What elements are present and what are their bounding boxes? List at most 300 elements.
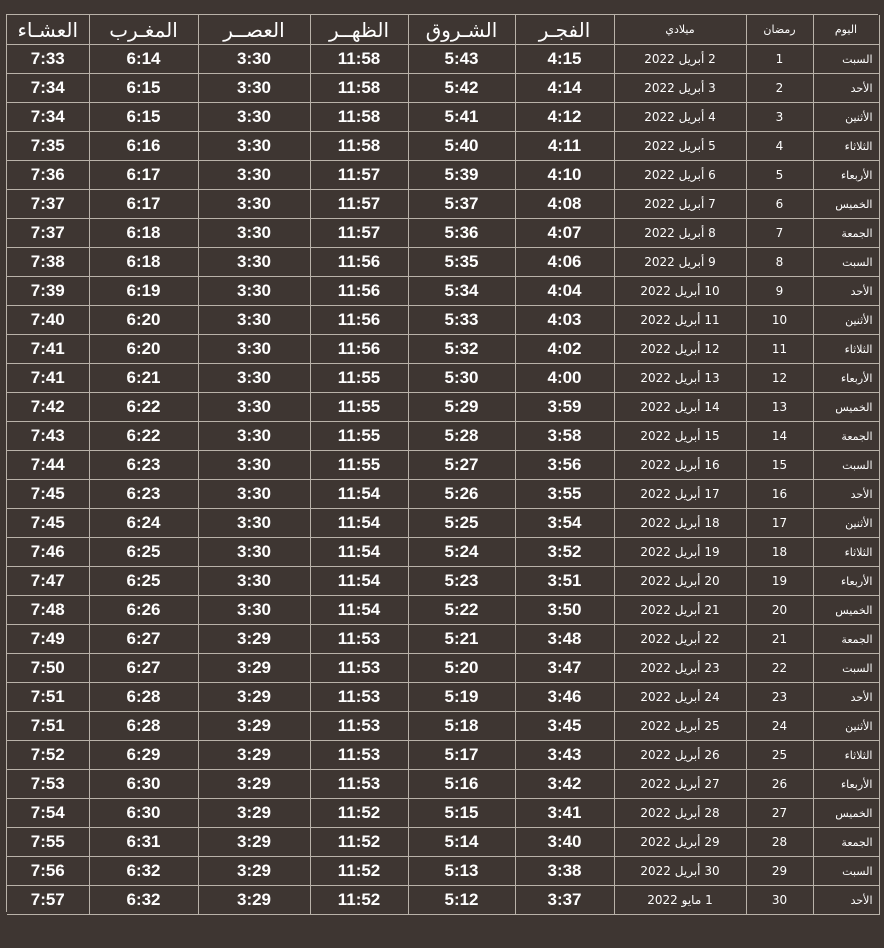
gregorian-date-cell: 24 أبريل 2022 (614, 683, 746, 712)
maghrib-time-cell: 6:28 (89, 683, 198, 712)
day-cell: الخميس (813, 190, 879, 219)
shuruq-time-cell: 5:39 (408, 161, 515, 190)
shuruq-time-cell: 5:30 (408, 364, 515, 393)
dhuhr-time-cell: 11:53 (310, 770, 408, 799)
gregorian-date-cell: 10 أبريل 2022 (614, 277, 746, 306)
day-cell: الثلاثاء (813, 538, 879, 567)
fajr-time-cell: 4:00 (515, 364, 614, 393)
table-row (7, 886, 879, 915)
day-cell: الثلاثاء (813, 741, 879, 770)
maghrib-time-cell: 6:32 (89, 857, 198, 886)
shuruq-time-cell: 5:15 (408, 799, 515, 828)
dhuhr-time-cell: 11:53 (310, 683, 408, 712)
table-row (7, 741, 879, 770)
isha-time-cell: 7:41 (7, 364, 89, 393)
asr-time-cell: 3:30 (198, 277, 310, 306)
dhuhr-time-cell: 11:57 (310, 161, 408, 190)
fajr-time-cell: 4:11 (515, 132, 614, 161)
header-fajr: الفجـر (515, 15, 614, 45)
shuruq-time-cell: 5:25 (408, 509, 515, 538)
maghrib-time-cell: 6:14 (89, 45, 198, 74)
table-row (7, 74, 879, 103)
header-asr: العصــر (198, 15, 310, 45)
maghrib-time-cell: 6:16 (89, 132, 198, 161)
shuruq-time-cell: 5:27 (408, 451, 515, 480)
maghrib-time-cell: 6:21 (89, 364, 198, 393)
maghrib-time-cell: 6:20 (89, 306, 198, 335)
table-row (7, 364, 879, 393)
day-cell: الأثنين (813, 509, 879, 538)
dhuhr-time-cell: 11:56 (310, 335, 408, 364)
isha-time-cell: 7:41 (7, 335, 89, 364)
gregorian-date-cell: 19 أبريل 2022 (614, 538, 746, 567)
table-row (7, 857, 879, 886)
shuruq-time-cell: 5:41 (408, 103, 515, 132)
maghrib-time-cell: 6:31 (89, 828, 198, 857)
ramadan-day-cell: 17 (746, 509, 813, 538)
shuruq-time-cell: 5:43 (408, 45, 515, 74)
ramadan-day-cell: 18 (746, 538, 813, 567)
table-row (7, 277, 879, 306)
fajr-time-cell: 3:52 (515, 538, 614, 567)
day-cell: الأثنين (813, 103, 879, 132)
gregorian-date-cell: 13 أبريل 2022 (614, 364, 746, 393)
table-row (7, 567, 879, 596)
shuruq-time-cell: 5:14 (408, 828, 515, 857)
dhuhr-time-cell: 11:58 (310, 74, 408, 103)
table-row (7, 770, 879, 799)
isha-time-cell: 7:45 (7, 509, 89, 538)
dhuhr-time-cell: 11:58 (310, 132, 408, 161)
day-cell: السبت (813, 654, 879, 683)
ramadan-day-cell: 1 (746, 45, 813, 74)
asr-time-cell: 3:30 (198, 509, 310, 538)
maghrib-time-cell: 6:25 (89, 567, 198, 596)
day-cell: الثلاثاء (813, 132, 879, 161)
table-row (7, 393, 879, 422)
header-dhuhr: الظهــر (310, 15, 408, 45)
table-row (7, 422, 879, 451)
table-row (7, 190, 879, 219)
ramadan-day-cell: 30 (746, 886, 813, 915)
ramadan-day-cell: 22 (746, 654, 813, 683)
isha-time-cell: 7:37 (7, 219, 89, 248)
dhuhr-time-cell: 11:52 (310, 857, 408, 886)
shuruq-time-cell: 5:29 (408, 393, 515, 422)
fajr-time-cell: 3:50 (515, 596, 614, 625)
table-row (7, 480, 879, 509)
asr-time-cell: 3:30 (198, 422, 310, 451)
ramadan-day-cell: 16 (746, 480, 813, 509)
ramadan-day-cell: 10 (746, 306, 813, 335)
gregorian-date-cell: 23 أبريل 2022 (614, 654, 746, 683)
isha-time-cell: 7:56 (7, 857, 89, 886)
table-row (7, 248, 879, 277)
isha-time-cell: 7:46 (7, 538, 89, 567)
ramadan-day-cell: 5 (746, 161, 813, 190)
fajr-time-cell: 3:55 (515, 480, 614, 509)
isha-time-cell: 7:55 (7, 828, 89, 857)
dhuhr-time-cell: 11:57 (310, 219, 408, 248)
gregorian-date-cell: 5 أبريل 2022 (614, 132, 746, 161)
isha-time-cell: 7:34 (7, 103, 89, 132)
fajr-time-cell: 4:12 (515, 103, 614, 132)
asr-time-cell: 3:30 (198, 306, 310, 335)
maghrib-time-cell: 6:23 (89, 480, 198, 509)
isha-time-cell: 7:37 (7, 190, 89, 219)
day-cell: الأربعاء (813, 770, 879, 799)
day-cell: الأحد (813, 74, 879, 103)
isha-time-cell: 7:47 (7, 567, 89, 596)
dhuhr-time-cell: 11:52 (310, 799, 408, 828)
gregorian-date-cell: 2 أبريل 2022 (614, 45, 746, 74)
gregorian-date-cell: 1 مايو 2022 (614, 886, 746, 915)
fajr-time-cell: 4:02 (515, 335, 614, 364)
shuruq-time-cell: 5:16 (408, 770, 515, 799)
maghrib-time-cell: 6:22 (89, 422, 198, 451)
gregorian-date-cell: 21 أبريل 2022 (614, 596, 746, 625)
maghrib-time-cell: 6:29 (89, 741, 198, 770)
ramadan-day-cell: 13 (746, 393, 813, 422)
asr-time-cell: 3:29 (198, 654, 310, 683)
day-cell: السبت (813, 451, 879, 480)
day-cell: الجمعة (813, 625, 879, 654)
table-header-row (7, 15, 879, 45)
fajr-time-cell: 3:41 (515, 799, 614, 828)
dhuhr-time-cell: 11:56 (310, 248, 408, 277)
maghrib-time-cell: 6:28 (89, 712, 198, 741)
dhuhr-time-cell: 11:52 (310, 886, 408, 915)
gregorian-date-cell: 29 أبريل 2022 (614, 828, 746, 857)
maghrib-time-cell: 6:30 (89, 770, 198, 799)
shuruq-time-cell: 5:17 (408, 741, 515, 770)
table-row (7, 451, 879, 480)
asr-time-cell: 3:30 (198, 364, 310, 393)
ramadan-day-cell: 23 (746, 683, 813, 712)
dhuhr-time-cell: 11:54 (310, 567, 408, 596)
gregorian-date-cell: 30 أبريل 2022 (614, 857, 746, 886)
table-row (7, 45, 879, 74)
isha-time-cell: 7:51 (7, 712, 89, 741)
isha-time-cell: 7:33 (7, 45, 89, 74)
fajr-time-cell: 3:54 (515, 509, 614, 538)
fajr-time-cell: 3:43 (515, 741, 614, 770)
prayer-times-table-frame (6, 14, 878, 912)
gregorian-date-cell: 17 أبريل 2022 (614, 480, 746, 509)
asr-time-cell: 3:29 (198, 770, 310, 799)
maghrib-time-cell: 6:24 (89, 509, 198, 538)
fajr-time-cell: 3:45 (515, 712, 614, 741)
isha-time-cell: 7:39 (7, 277, 89, 306)
shuruq-time-cell: 5:26 (408, 480, 515, 509)
gregorian-date-cell: 7 أبريل 2022 (614, 190, 746, 219)
gregorian-date-cell: 6 أبريل 2022 (614, 161, 746, 190)
gregorian-date-cell: 26 أبريل 2022 (614, 741, 746, 770)
asr-time-cell: 3:30 (198, 335, 310, 364)
fajr-time-cell: 4:06 (515, 248, 614, 277)
gregorian-date-cell: 3 أبريل 2022 (614, 74, 746, 103)
day-cell: الأحد (813, 886, 879, 915)
day-cell: الأربعاء (813, 364, 879, 393)
day-cell: الخميس (813, 393, 879, 422)
asr-time-cell: 3:30 (198, 596, 310, 625)
fajr-time-cell: 4:08 (515, 190, 614, 219)
day-cell: الأربعاء (813, 567, 879, 596)
isha-time-cell: 7:34 (7, 74, 89, 103)
table-body (7, 45, 879, 915)
dhuhr-time-cell: 11:53 (310, 625, 408, 654)
day-cell: الثلاثاء (813, 335, 879, 364)
dhuhr-time-cell: 11:55 (310, 393, 408, 422)
ramadan-day-cell: 12 (746, 364, 813, 393)
table-row (7, 132, 879, 161)
gregorian-date-cell: 25 أبريل 2022 (614, 712, 746, 741)
isha-time-cell: 7:40 (7, 306, 89, 335)
ramadan-day-cell: 26 (746, 770, 813, 799)
fajr-time-cell: 3:56 (515, 451, 614, 480)
shuruq-time-cell: 5:32 (408, 335, 515, 364)
prayer-times-table (7, 15, 880, 915)
shuruq-time-cell: 5:40 (408, 132, 515, 161)
table-row (7, 306, 879, 335)
isha-time-cell: 7:38 (7, 248, 89, 277)
asr-time-cell: 3:30 (198, 567, 310, 596)
ramadan-day-cell: 20 (746, 596, 813, 625)
gregorian-date-cell: 12 أبريل 2022 (614, 335, 746, 364)
asr-time-cell: 3:29 (198, 625, 310, 654)
gregorian-date-cell: 22 أبريل 2022 (614, 625, 746, 654)
maghrib-time-cell: 6:27 (89, 654, 198, 683)
table-row (7, 799, 879, 828)
fajr-time-cell: 3:58 (515, 422, 614, 451)
gregorian-date-cell: 28 أبريل 2022 (614, 799, 746, 828)
header-ramadan: رمضان (746, 15, 813, 45)
isha-time-cell: 7:57 (7, 886, 89, 915)
header-maghrib: المغـرب (89, 15, 198, 45)
dhuhr-time-cell: 11:54 (310, 480, 408, 509)
shuruq-time-cell: 5:36 (408, 219, 515, 248)
fajr-time-cell: 4:10 (515, 161, 614, 190)
asr-time-cell: 3:30 (198, 451, 310, 480)
gregorian-date-cell: 11 أبريل 2022 (614, 306, 746, 335)
table-row (7, 683, 879, 712)
fajr-time-cell: 3:37 (515, 886, 614, 915)
maghrib-time-cell: 6:26 (89, 596, 198, 625)
asr-time-cell: 3:29 (198, 741, 310, 770)
dhuhr-time-cell: 11:55 (310, 451, 408, 480)
fajr-time-cell: 4:14 (515, 74, 614, 103)
asr-time-cell: 3:30 (198, 538, 310, 567)
fajr-time-cell: 3:47 (515, 654, 614, 683)
asr-time-cell: 3:29 (198, 712, 310, 741)
asr-time-cell: 3:29 (198, 857, 310, 886)
asr-time-cell: 3:30 (198, 74, 310, 103)
shuruq-time-cell: 5:42 (408, 74, 515, 103)
gregorian-date-cell: 9 أبريل 2022 (614, 248, 746, 277)
ramadan-day-cell: 27 (746, 799, 813, 828)
fajr-time-cell: 3:46 (515, 683, 614, 712)
maghrib-time-cell: 6:15 (89, 74, 198, 103)
fajr-time-cell: 4:04 (515, 277, 614, 306)
shuruq-time-cell: 5:24 (408, 538, 515, 567)
day-cell: السبت (813, 248, 879, 277)
ramadan-day-cell: 6 (746, 190, 813, 219)
dhuhr-time-cell: 11:54 (310, 596, 408, 625)
dhuhr-time-cell: 11:56 (310, 277, 408, 306)
ramadan-day-cell: 28 (746, 828, 813, 857)
day-cell: الأحد (813, 277, 879, 306)
isha-time-cell: 7:51 (7, 683, 89, 712)
ramadan-day-cell: 29 (746, 857, 813, 886)
table-row (7, 538, 879, 567)
ramadan-day-cell: 24 (746, 712, 813, 741)
day-cell: الجمعة (813, 219, 879, 248)
isha-time-cell: 7:43 (7, 422, 89, 451)
isha-time-cell: 7:42 (7, 393, 89, 422)
maghrib-time-cell: 6:17 (89, 161, 198, 190)
maghrib-time-cell: 6:17 (89, 190, 198, 219)
header-day: اليوم (813, 15, 879, 45)
table-row (7, 161, 879, 190)
asr-time-cell: 3:30 (198, 45, 310, 74)
isha-time-cell: 7:53 (7, 770, 89, 799)
ramadan-day-cell: 14 (746, 422, 813, 451)
fajr-time-cell: 3:51 (515, 567, 614, 596)
isha-time-cell: 7:44 (7, 451, 89, 480)
isha-time-cell: 7:52 (7, 741, 89, 770)
gregorian-date-cell: 4 أبريل 2022 (614, 103, 746, 132)
dhuhr-time-cell: 11:57 (310, 190, 408, 219)
isha-time-cell: 7:48 (7, 596, 89, 625)
isha-time-cell: 7:36 (7, 161, 89, 190)
ramadan-day-cell: 25 (746, 741, 813, 770)
ramadan-day-cell: 15 (746, 451, 813, 480)
table-row (7, 712, 879, 741)
header-shuruq: الشـروق (408, 15, 515, 45)
asr-time-cell: 3:29 (198, 683, 310, 712)
shuruq-time-cell: 5:33 (408, 306, 515, 335)
ramadan-day-cell: 21 (746, 625, 813, 654)
asr-time-cell: 3:29 (198, 828, 310, 857)
header-gregorian: ميلادي (614, 15, 746, 45)
fajr-time-cell: 3:59 (515, 393, 614, 422)
day-cell: الأثنين (813, 712, 879, 741)
day-cell: الخميس (813, 596, 879, 625)
isha-time-cell: 7:35 (7, 132, 89, 161)
ramadan-day-cell: 8 (746, 248, 813, 277)
maghrib-time-cell: 6:30 (89, 799, 198, 828)
day-cell: الخميس (813, 799, 879, 828)
shuruq-time-cell: 5:12 (408, 886, 515, 915)
shuruq-time-cell: 5:21 (408, 625, 515, 654)
dhuhr-time-cell: 11:58 (310, 103, 408, 132)
table-row (7, 509, 879, 538)
table-row (7, 596, 879, 625)
table-row (7, 625, 879, 654)
day-cell: السبت (813, 45, 879, 74)
dhuhr-time-cell: 11:55 (310, 422, 408, 451)
dhuhr-time-cell: 11:54 (310, 509, 408, 538)
ramadan-day-cell: 2 (746, 74, 813, 103)
table-row (7, 335, 879, 364)
maghrib-time-cell: 6:32 (89, 886, 198, 915)
dhuhr-time-cell: 11:53 (310, 712, 408, 741)
fajr-time-cell: 3:48 (515, 625, 614, 654)
asr-time-cell: 3:30 (198, 219, 310, 248)
day-cell: السبت (813, 857, 879, 886)
shuruq-time-cell: 5:23 (408, 567, 515, 596)
dhuhr-time-cell: 11:53 (310, 654, 408, 683)
dhuhr-time-cell: 11:58 (310, 45, 408, 74)
maghrib-time-cell: 6:19 (89, 277, 198, 306)
gregorian-date-cell: 14 أبريل 2022 (614, 393, 746, 422)
ramadan-day-cell: 9 (746, 277, 813, 306)
fajr-time-cell: 4:07 (515, 219, 614, 248)
fajr-time-cell: 3:42 (515, 770, 614, 799)
isha-time-cell: 7:50 (7, 654, 89, 683)
isha-time-cell: 7:45 (7, 480, 89, 509)
ramadan-day-cell: 11 (746, 335, 813, 364)
maghrib-time-cell: 6:25 (89, 538, 198, 567)
header-isha: العشـاء (7, 15, 89, 45)
shuruq-time-cell: 5:20 (408, 654, 515, 683)
isha-time-cell: 7:49 (7, 625, 89, 654)
shuruq-time-cell: 5:13 (408, 857, 515, 886)
fajr-time-cell: 4:03 (515, 306, 614, 335)
isha-time-cell: 7:54 (7, 799, 89, 828)
day-cell: الأثنين (813, 306, 879, 335)
ramadan-day-cell: 3 (746, 103, 813, 132)
shuruq-time-cell: 5:37 (408, 190, 515, 219)
maghrib-time-cell: 6:18 (89, 248, 198, 277)
maghrib-time-cell: 6:18 (89, 219, 198, 248)
gregorian-date-cell: 18 أبريل 2022 (614, 509, 746, 538)
table-row (7, 828, 879, 857)
dhuhr-time-cell: 11:53 (310, 741, 408, 770)
table-row (7, 103, 879, 132)
shuruq-time-cell: 5:18 (408, 712, 515, 741)
dhuhr-time-cell: 11:54 (310, 538, 408, 567)
gregorian-date-cell: 27 أبريل 2022 (614, 770, 746, 799)
day-cell: الجمعة (813, 422, 879, 451)
table-row (7, 654, 879, 683)
fajr-time-cell: 3:40 (515, 828, 614, 857)
shuruq-time-cell: 5:34 (408, 277, 515, 306)
day-cell: الأربعاء (813, 161, 879, 190)
dhuhr-time-cell: 11:52 (310, 828, 408, 857)
fajr-time-cell: 3:38 (515, 857, 614, 886)
shuruq-time-cell: 5:35 (408, 248, 515, 277)
asr-time-cell: 3:29 (198, 886, 310, 915)
table-row (7, 219, 879, 248)
ramadan-day-cell: 4 (746, 132, 813, 161)
asr-time-cell: 3:30 (198, 190, 310, 219)
maghrib-time-cell: 6:15 (89, 103, 198, 132)
maghrib-time-cell: 6:20 (89, 335, 198, 364)
gregorian-date-cell: 16 أبريل 2022 (614, 451, 746, 480)
maghrib-time-cell: 6:27 (89, 625, 198, 654)
asr-time-cell: 3:30 (198, 132, 310, 161)
shuruq-time-cell: 5:22 (408, 596, 515, 625)
asr-time-cell: 3:30 (198, 480, 310, 509)
gregorian-date-cell: 20 أبريل 2022 (614, 567, 746, 596)
asr-time-cell: 3:29 (198, 799, 310, 828)
shuruq-time-cell: 5:19 (408, 683, 515, 712)
fajr-time-cell: 4:15 (515, 45, 614, 74)
shuruq-time-cell: 5:28 (408, 422, 515, 451)
day-cell: الأحد (813, 683, 879, 712)
day-cell: الجمعة (813, 828, 879, 857)
